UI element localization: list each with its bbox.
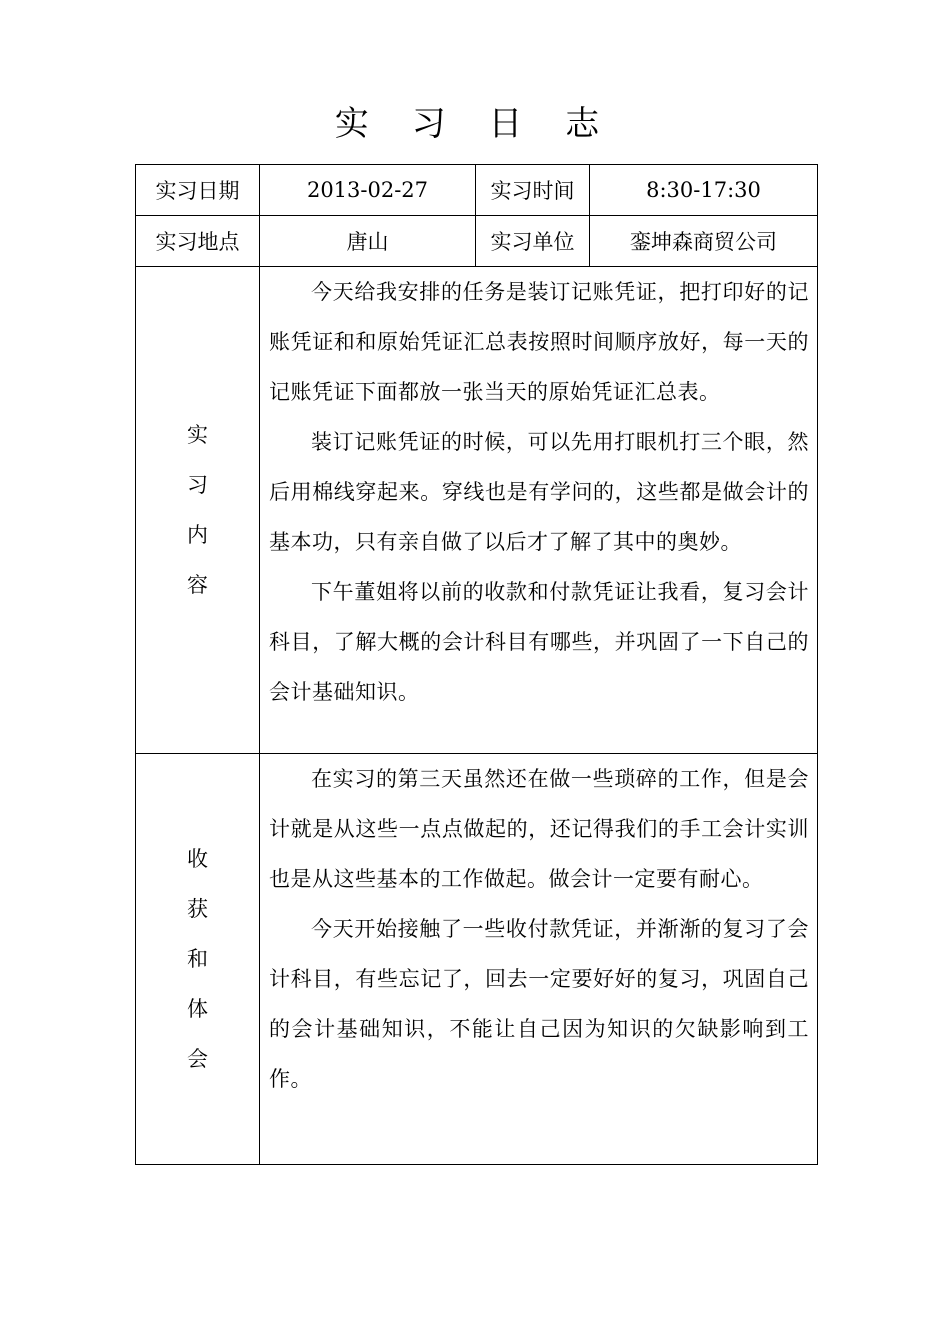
place-unit-row: [136, 216, 818, 267]
content-label-char: 容: [187, 573, 208, 597]
time-label: 实习时间: [476, 165, 590, 216]
date-label: 实习日期: [136, 165, 260, 216]
content-paragraph: 下午董姐将以前的收款和付款凭证让我看，复习会计科目，了解大概的会计科目有哪些，并巩固了一下自己的会计基础知识。: [269, 580, 809, 704]
content-label: [136, 267, 260, 754]
place-label: 实习地点: [136, 216, 260, 267]
gains-label-char: 会: [187, 1047, 208, 1071]
content-paragraph: 装订记账凭证的时候，可以先用打眼机打三个眼，然后用棉线穿起来。穿线也是有学问的，这些都是做会计的基本功，只有亲自做了以后才了解了其中的奥妙。: [269, 430, 809, 554]
place-value: 唐山: [260, 216, 476, 267]
gains-label-char: 体: [187, 997, 208, 1021]
content-row: [136, 267, 818, 754]
content-label-char: 内: [187, 523, 208, 547]
content-label-char: 习: [187, 473, 208, 497]
gains-label: [136, 754, 260, 1165]
time-value: 8:30-17:30: [590, 165, 818, 216]
unit-label: 实习单位: [476, 216, 590, 267]
content-label-char: 实: [187, 423, 208, 447]
date-time-row: [136, 165, 818, 216]
gains-label-char: 和: [187, 947, 208, 971]
gains-paragraph: 今天开始接触了一些收付款凭证，并渐渐的复习了会计科目，有些忘记了，回去一定要好好的复习，巩固自己的会计基础知识，不能让自己因为知识的欠缺影响到工作。: [269, 917, 809, 1091]
date-value: 2013-02-27: [260, 165, 476, 216]
gains-paragraph: 在实习的第三天虽然还在做一些琐碎的工作，但是会计就是从这些一点点做起的，还记得我们的手工会计实训也是从这些基本的工作做起。做会计一定要有耐心。: [269, 767, 809, 891]
content-text: [260, 267, 818, 754]
content-paragraph: 今天给我安排的任务是装订记账凭证，把打印好的记账凭证和和原始凭证汇总表按照时间顺序放好，每一天的记账凭证下面都放一张当天的原始凭证汇总表。: [269, 280, 809, 404]
internship-log-table: [135, 164, 818, 1165]
gains-label-char: 收: [187, 847, 208, 871]
gains-row: [136, 754, 818, 1165]
gains-label-char: 获: [187, 897, 208, 921]
page-title: 实 习 日 志: [334, 104, 616, 144]
unit-value: 銮坤森商贸公司: [590, 216, 818, 267]
gains-text: [260, 754, 818, 1165]
